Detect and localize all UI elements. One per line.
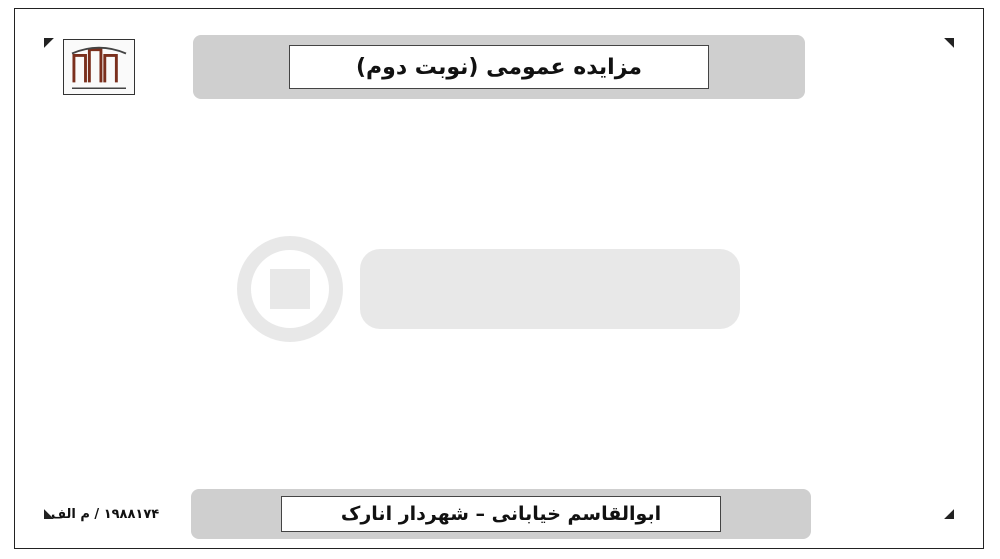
publication-code: ۱۹۸۸۱۷۴ / م الف <box>51 507 160 522</box>
condition-item <box>29 340 969 361</box>
footer-band <box>191 489 811 539</box>
signature: ابوالقاسم خیابانی – شهردار انارک <box>281 496 721 532</box>
corner-ornament-icon <box>34 28 54 48</box>
condition-item <box>29 403 969 424</box>
intro-organization <box>29 105 969 126</box>
corner-ornament-icon <box>944 28 964 48</box>
notice-title: مزایده عمومی (نوبت دوم) <box>289 45 709 89</box>
condition-item <box>29 319 969 340</box>
conditions-heading <box>29 256 969 277</box>
schedule-item <box>519 212 969 233</box>
schedule-item <box>519 191 969 212</box>
intro-line <box>29 168 969 189</box>
condition-item <box>29 382 969 403</box>
corner-ornament-icon <box>944 509 964 529</box>
condition-item <box>29 361 969 382</box>
condition-item <box>29 445 969 466</box>
intro-line <box>29 126 969 147</box>
condition-item <box>29 466 969 486</box>
notice-frame <box>14 8 984 549</box>
conditions-preface <box>29 277 969 298</box>
notice-body <box>29 105 969 486</box>
title-band <box>193 35 805 99</box>
logo-graphic <box>64 40 134 94</box>
schedule-item <box>519 233 969 254</box>
condition-item <box>29 424 969 445</box>
intro-line <box>29 147 969 168</box>
condition-item <box>29 298 969 319</box>
schedule-item <box>29 212 479 233</box>
schedule-item <box>29 191 479 212</box>
schedule-grid <box>29 191 969 254</box>
schedule-item <box>29 233 479 254</box>
municipality-logo-icon <box>63 39 135 95</box>
